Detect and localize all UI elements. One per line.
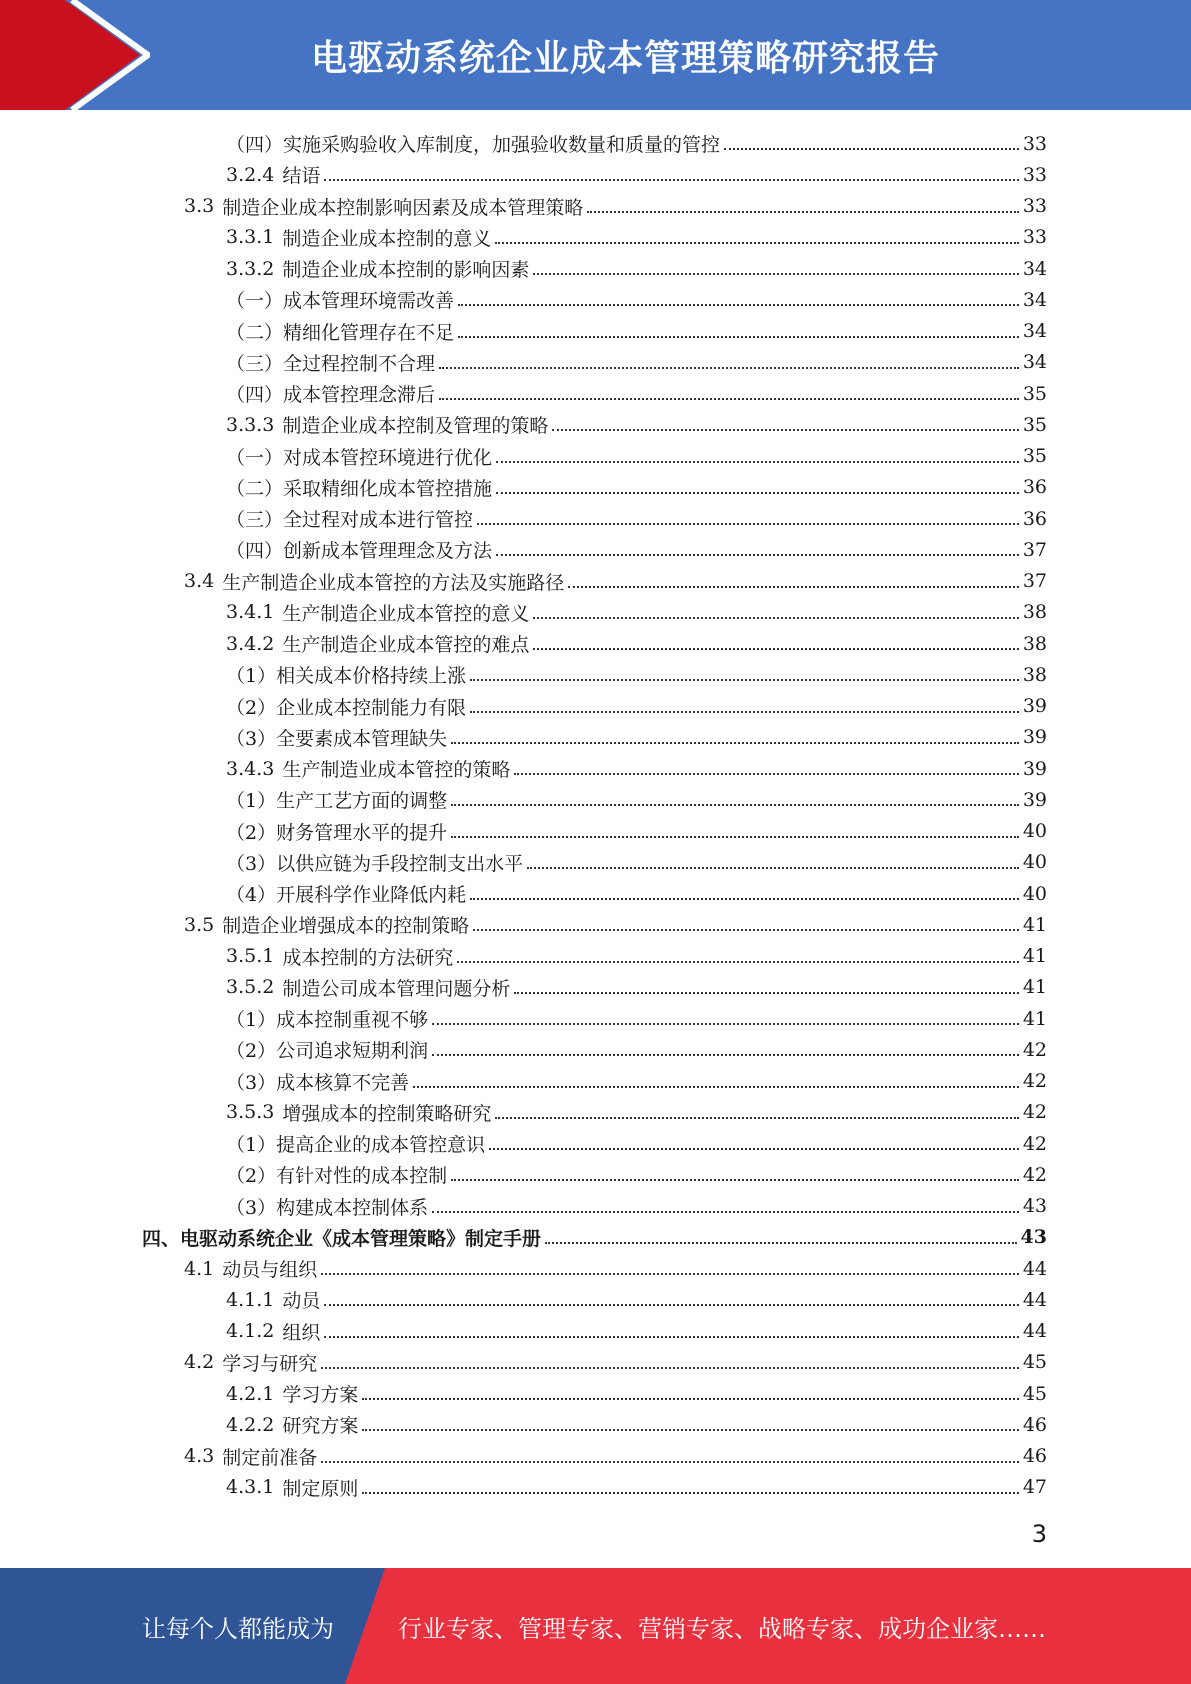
toc-entry-number: 4.2 xyxy=(184,1351,215,1374)
toc-entry-number: 3.3 xyxy=(184,195,215,217)
toc-dot-leader xyxy=(496,553,1019,556)
toc-entry-title: 生产制造企业成本管控的方法及实施路径 xyxy=(222,571,565,594)
toc-entry-title: 组织 xyxy=(282,1321,321,1344)
toc-dot-leader xyxy=(457,960,1018,963)
toc-entry-number: 3.4.2 xyxy=(226,632,275,655)
toc-entry-page: 39 xyxy=(1022,757,1047,780)
toc-entry-title: 制定前准备 xyxy=(222,1446,318,1469)
toc-dot-leader xyxy=(527,866,1019,869)
toc-entry-title: （3）成本核算不完善 xyxy=(226,1071,410,1094)
toc-entry[interactable] xyxy=(226,347,1047,378)
toc-entry-number: 3.5.3 xyxy=(226,1101,275,1124)
toc-entry[interactable] xyxy=(226,1284,1047,1315)
toc-dot-leader xyxy=(458,335,1019,338)
toc-entry-number: 3.3.1 xyxy=(226,226,275,249)
toc-dot-leader xyxy=(413,1085,1019,1088)
toc-entry-title: 制造企业成本控制及管理的策略 xyxy=(282,415,549,438)
toc-dot-leader xyxy=(514,991,1018,994)
toc-entry[interactable] xyxy=(226,1378,1047,1409)
toc-entry-page: 42 xyxy=(1022,1038,1047,1061)
toc-entry[interactable] xyxy=(184,191,1047,222)
toc-entry-page: 40 xyxy=(1022,851,1047,874)
toc-entry-page: 34 xyxy=(1022,257,1047,280)
toc-entry[interactable] xyxy=(226,1191,1047,1222)
toc-entry[interactable] xyxy=(226,441,1047,472)
toc-entry-title: （2）财务管理水平的提升 xyxy=(226,821,448,844)
toc-dot-leader xyxy=(495,1116,1018,1119)
toc-dot-leader xyxy=(451,1178,1019,1181)
toc-entry[interactable] xyxy=(226,316,1047,347)
toc-entry-title: 生产制造企业成本管控的难点 xyxy=(282,634,530,656)
toc-entry-page: 40 xyxy=(1022,820,1047,842)
toc-entry-title: （四）创新成本管理理念及方法 xyxy=(226,540,493,563)
toc-entry[interactable] xyxy=(226,941,1047,972)
toc-dot-leader xyxy=(489,1147,1019,1150)
page-footer xyxy=(0,1568,1191,1684)
toc-entry[interactable] xyxy=(226,722,1047,753)
toc-entry-title: （二）精细化管理存在不足 xyxy=(226,321,455,344)
toc-dot-leader xyxy=(432,1022,1019,1025)
toc-entry-title: 制造企业成本控制的影响因素 xyxy=(282,259,530,281)
toc-entry[interactable] xyxy=(226,784,1047,815)
toc-entry[interactable] xyxy=(226,1409,1047,1440)
toc-entry-title: （4）开展科学作业降低内耗 xyxy=(226,884,467,906)
toc-entry-page: 45 xyxy=(1022,1382,1047,1405)
toc-entry[interactable] xyxy=(226,753,1047,784)
toc-entry-title: 生产制造业成本管控的策略 xyxy=(282,759,511,781)
toc-entry-page: 42 xyxy=(1022,1163,1047,1186)
toc-entry-number: 3.3.2 xyxy=(226,257,275,280)
toc-entry-page: 46 xyxy=(1022,1445,1047,1467)
toc-dot-leader xyxy=(470,897,1019,900)
toc-entry-number: 3.5 xyxy=(184,913,215,936)
toc-dot-leader xyxy=(439,397,1019,400)
toc-entry-page: 38 xyxy=(1022,632,1047,655)
toc-entry[interactable] xyxy=(226,159,1047,190)
toc-entry-number: 3.3.3 xyxy=(226,413,275,436)
toc-entry-title: 制造企业成本控制影响因素及成本管理策略 xyxy=(222,196,584,219)
toc-entry-page: 38 xyxy=(1022,663,1047,686)
toc-entry-number: 4.1.2 xyxy=(226,1320,275,1342)
toc-entry-page: 45 xyxy=(1022,1351,1047,1374)
toc-entry-page: 41 xyxy=(1022,913,1047,936)
toc-entry[interactable] xyxy=(226,222,1047,253)
toc-entry-page: 47 xyxy=(1022,1476,1047,1499)
toc-entry-title: （1）生产工艺方面的调整 xyxy=(226,790,448,813)
toc-entry[interactable] xyxy=(184,1347,1047,1378)
toc-entry[interactable] xyxy=(184,909,1047,940)
toc-entry[interactable] xyxy=(226,284,1047,315)
toc-dot-leader xyxy=(324,178,1018,181)
toc-entry-number: 3.4.3 xyxy=(226,757,275,780)
toc-entry-number: 3.5.2 xyxy=(226,976,275,999)
toc-entry[interactable] xyxy=(226,972,1047,1003)
toc-dot-leader xyxy=(545,1241,1017,1244)
toc-entry-title: 研究方案 xyxy=(282,1415,359,1438)
toc-entry-title: （三）全过程对成本进行管控 xyxy=(226,509,474,531)
toc-entry-page: 46 xyxy=(1022,1413,1047,1436)
toc-entry-title: （2）公司追求短期利润 xyxy=(226,1040,429,1063)
toc-entry-number: 4.2.2 xyxy=(226,1413,275,1436)
toc-entry-title: 制定原则 xyxy=(282,1477,359,1500)
toc-entry-number: 4.1 xyxy=(184,1257,215,1280)
toc-entry-page: 43 xyxy=(1022,1195,1047,1217)
header-arrow-decoration xyxy=(0,0,150,110)
toc-entry-page: 44 xyxy=(1022,1288,1047,1311)
toc-entry[interactable] xyxy=(226,1034,1047,1065)
toc-dot-leader xyxy=(496,460,1019,463)
footer-slogan-left: 让每个人都能成为 xyxy=(142,1614,334,1643)
toc-entry-page: 41 xyxy=(1022,976,1047,999)
toc-dot-leader xyxy=(362,1397,1018,1400)
toc-dot-leader xyxy=(470,710,1019,713)
toc-entry-title: 增强成本的控制策略研究 xyxy=(282,1102,492,1125)
footer-slogan-right: 行业专家、管理专家、营销专家、战略专家、成功企业家…… xyxy=(398,1614,1046,1643)
toc-entry-title: 学习与研究 xyxy=(222,1352,318,1375)
toc-dot-leader xyxy=(362,1491,1018,1494)
toc-entry-page: 39 xyxy=(1022,695,1047,717)
toc-entry[interactable] xyxy=(226,628,1047,659)
toc-entry-page: 33 xyxy=(1022,226,1047,249)
toc-entry[interactable] xyxy=(226,1472,1047,1503)
toc-dot-leader xyxy=(587,210,1019,213)
toc-entry-page: 39 xyxy=(1022,788,1047,811)
toc-entry-title: 动员与组织 xyxy=(222,1259,318,1281)
toc-entry-title: （3）全要素成本管理缺失 xyxy=(226,727,448,750)
toc-entry-page: 34 xyxy=(1022,351,1047,374)
toc-entry-title: 成本控制的方法研究 xyxy=(282,946,454,969)
toc-entry[interactable] xyxy=(226,878,1047,909)
toc-entry-title: （一）成本管理环境需改善 xyxy=(226,290,455,313)
toc-entry[interactable] xyxy=(226,409,1047,440)
toc-entry-title: （2）有针对性的成本控制 xyxy=(226,1165,448,1188)
toc-entry-page: 41 xyxy=(1022,945,1047,967)
toc-dot-leader xyxy=(473,928,1019,931)
toc-entry-title: 制造公司成本管理问题分析 xyxy=(282,977,511,1000)
toc-entry-title: （四）实施采购验收入库制度，加强验收数量和质量的管控 xyxy=(226,134,721,156)
toc-entry[interactable] xyxy=(142,1222,1047,1253)
page-header xyxy=(0,0,1191,110)
toc-entry-number: 3.4.1 xyxy=(226,601,275,624)
toc-dot-leader xyxy=(451,803,1019,806)
toc-entry[interactable] xyxy=(226,1316,1047,1347)
toc-dot-leader xyxy=(552,428,1018,431)
toc-dot-leader xyxy=(533,647,1018,650)
toc-entry-title: 制造企业增强成本的控制策略 xyxy=(222,915,470,938)
toc-dot-leader xyxy=(514,772,1018,775)
toc-dot-leader xyxy=(568,585,1019,588)
toc-entry[interactable] xyxy=(226,597,1047,628)
toc-entry[interactable] xyxy=(226,253,1047,284)
toc-entry-title: （3）以供应链为手段控制支出水平 xyxy=(226,852,524,875)
toc-dot-leader xyxy=(451,835,1019,838)
toc-entry-title: （1）成本控制重视不够 xyxy=(226,1009,429,1031)
toc-dot-leader xyxy=(470,678,1019,681)
toc-entry-title: 学习方案 xyxy=(282,1384,359,1406)
toc-entry-page: 42 xyxy=(1022,1070,1047,1092)
toc-entry-page: 44 xyxy=(1022,1257,1047,1280)
toc-entry-page: 35 xyxy=(1022,445,1047,467)
toc-entry[interactable] xyxy=(226,503,1047,534)
toc-entry-page: 44 xyxy=(1022,1320,1047,1342)
toc-entry-title: （二）采取精细化成本管控措施 xyxy=(226,477,493,500)
toc-entry-title: （一）对成本管控环境进行优化 xyxy=(226,446,493,469)
page-number: 3 xyxy=(1031,1520,1047,1548)
toc-entry-page: 36 xyxy=(1022,507,1047,530)
toc-entry-title: （三）全过程控制不合理 xyxy=(226,352,436,375)
toc-entry-page: 33 xyxy=(1022,132,1047,155)
toc-entry[interactable] xyxy=(184,1253,1047,1284)
toc-entry-number: 4.2.1 xyxy=(226,1382,275,1405)
toc-entry-page: 36 xyxy=(1022,476,1047,499)
toc-entry-page: 41 xyxy=(1022,1007,1047,1030)
toc-dot-leader xyxy=(458,303,1019,306)
toc-dot-leader xyxy=(362,1428,1018,1431)
toc-entry-page: 39 xyxy=(1022,726,1047,749)
toc-entry[interactable] xyxy=(226,847,1047,878)
toc-entry-page: 40 xyxy=(1022,882,1047,905)
toc-entry[interactable] xyxy=(226,128,1047,159)
toc-entry-number: 4.3 xyxy=(184,1445,215,1467)
toc-entry-page: 42 xyxy=(1022,1101,1047,1124)
toc-entry[interactable] xyxy=(226,472,1047,503)
toc-entry[interactable] xyxy=(226,378,1047,409)
toc-entry-title: 四、电驱动系统企业《成本管理策略》制定手册 xyxy=(142,1227,542,1250)
toc-entry[interactable] xyxy=(184,1441,1047,1472)
toc-entry[interactable] xyxy=(226,1003,1047,1034)
toc-entry-title: （3）构建成本控制体系 xyxy=(226,1196,429,1219)
toc-entry-number: 4.3.1 xyxy=(226,1476,275,1499)
toc-dot-leader xyxy=(321,1272,1019,1275)
toc-entry-page: 43 xyxy=(1020,1226,1047,1249)
toc-dot-leader xyxy=(724,147,1019,150)
toc-entry-page: 33 xyxy=(1022,163,1047,186)
toc-entry[interactable] xyxy=(226,534,1047,565)
toc-entry-page: 38 xyxy=(1022,601,1047,624)
toc-dot-leader xyxy=(533,272,1018,275)
toc-entry-title: 生产制造企业成本管控的意义 xyxy=(282,602,530,625)
toc-entry-page: 42 xyxy=(1022,1132,1047,1155)
document-title: 电驱动系统企业成本管理策略研究报告 xyxy=(310,37,940,79)
toc-entry-title: 动员 xyxy=(282,1290,321,1313)
toc-dot-leader xyxy=(324,1303,1018,1306)
toc-entry-title: 结语 xyxy=(282,165,321,188)
toc-entry[interactable] xyxy=(226,816,1047,847)
toc-entry[interactable] xyxy=(226,1097,1047,1128)
toc-entry-title: （1）相关成本价格持续上涨 xyxy=(226,665,467,688)
toc-entry-number: 3.2.4 xyxy=(226,163,275,186)
toc-entry[interactable] xyxy=(226,1128,1047,1159)
toc-entry-page: 35 xyxy=(1022,382,1047,405)
toc-dot-leader xyxy=(477,522,1019,525)
toc-entry[interactable] xyxy=(184,566,1047,597)
toc-entry-number: 4.1.1 xyxy=(226,1288,275,1311)
toc-dot-leader xyxy=(439,366,1019,369)
toc-dot-leader xyxy=(432,1210,1019,1213)
toc-entry-page: 34 xyxy=(1022,288,1047,311)
toc-dot-leader xyxy=(451,741,1019,744)
toc-entry[interactable] xyxy=(226,1159,1047,1190)
toc-entry-page: 34 xyxy=(1022,320,1047,342)
toc-entry[interactable] xyxy=(226,659,1047,690)
toc-entry-title: （2）企业成本控制能力有限 xyxy=(226,696,467,719)
toc-entry-page: 33 xyxy=(1022,195,1047,217)
toc-dot-leader xyxy=(324,1335,1018,1338)
toc-entry-page: 37 xyxy=(1022,570,1047,592)
toc-entry-title: （四）成本管控理念滞后 xyxy=(226,384,436,406)
toc-dot-leader xyxy=(533,616,1018,619)
toc-entry-number: 3.5.1 xyxy=(226,945,275,967)
toc-entry-title: （1）提高企业的成本管控意识 xyxy=(226,1134,486,1156)
toc-entry[interactable] xyxy=(226,1066,1047,1097)
toc-entry-number: 3.4 xyxy=(184,570,215,592)
toc-dot-leader xyxy=(321,1460,1019,1463)
toc-entry-page: 37 xyxy=(1022,538,1047,561)
toc-entry-title: 制造企业成本控制的意义 xyxy=(282,227,492,250)
toc-dot-leader xyxy=(495,241,1018,244)
toc-dot-leader xyxy=(321,1366,1019,1369)
toc-entry-page: 35 xyxy=(1022,413,1047,436)
toc-entry[interactable] xyxy=(226,691,1047,722)
toc-dot-leader xyxy=(432,1053,1019,1056)
toc-dot-leader xyxy=(496,491,1019,494)
